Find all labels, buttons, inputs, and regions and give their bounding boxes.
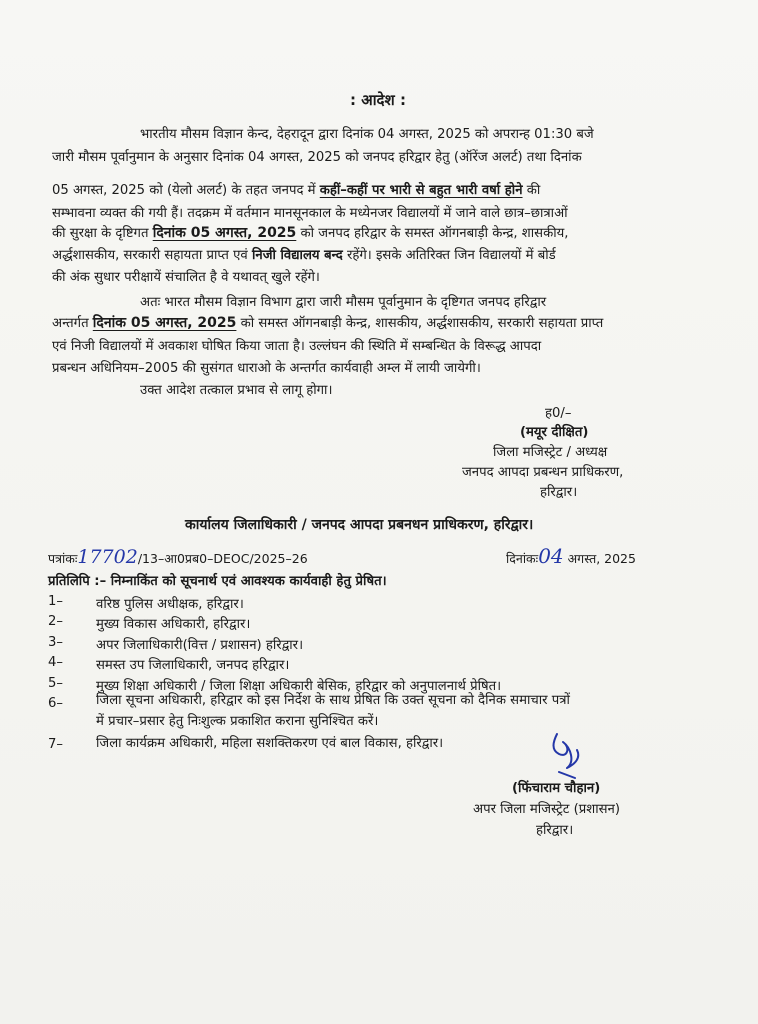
para1-line2: जारी मौसम पूर्वानुमान के अनुसार दिनांक 04 अगस्त, 2025 को जनपद हरिद्वार हेतु (ऑरेंज अलर्ट) तथा दिनांक — [52, 150, 582, 165]
para1-line7: की अंक सुधार परीक्षायें संचालित है वे यथावत् खुले रहेंगे। — [52, 270, 320, 285]
para2-line2-a: अन्तर्गत — [52, 316, 93, 331]
date-label: दिनांकः — [506, 551, 539, 566]
signatory1-designation: जिला मजिस्ट्रेट / अध्यक्ष — [493, 445, 608, 460]
para1-line6-emph: निजी विद्यालय बन्द — [251, 248, 343, 263]
page-title: : आदेश : — [350, 91, 406, 109]
para2-line1: अतः भारत मौसम विज्ञान विभाग द्वारा जारी मौसम पूर्वानुमान के दृष्टिगत जनपद हरिद्वार — [140, 295, 547, 310]
signatory1-name: (मयूर दीक्षित) — [520, 425, 589, 440]
para2-line5: उक्त आदेश तत्काल प्रभाव से लागू होगा। — [140, 383, 333, 398]
copy-heading: प्रतिलिपि :– निम्नाकिंत को सूचनार्थ एवं आवश्यक कार्यवाही हेतु प्रेषित। — [48, 574, 387, 589]
copy-item-text: समस्त उप जिलाधिकारी, जनपद हरिद्वार। — [96, 658, 290, 673]
signatory1-authority: जनपद आपदा प्रबन्धन प्राधिकरण, — [462, 465, 624, 480]
copy-item-text: अपर जिलाधिकारी(वित्त / प्रशासन) हरिद्वार। — [96, 638, 304, 653]
copy-item-number: 5– — [48, 676, 63, 691]
para1-line3-c: की — [522, 183, 541, 198]
signature-scribble — [545, 728, 587, 780]
reference-suffix: /13–आ0प्रब0–DEOC/2025–26 — [137, 551, 308, 566]
copy-item-text: मुख्य विकास अधिकारी, हरिद्वार। — [96, 617, 251, 632]
para1-line1: भारतीय मौसम विज्ञान केन्द, देहरादून द्वारा दिनांक 04 अगस्त, 2025 को अपरान्ह 01:30 बजे — [140, 127, 594, 142]
copy-item-text: जिला कार्यक्रम अधिकारी, महिला सशक्तिकरण एवं बाल विकास, हरिद्वार। — [96, 736, 444, 751]
date-rest: अगस्त, 2025 — [567, 551, 636, 566]
para1-line5-a: की सुरक्षा के दृष्टिगत — [52, 226, 153, 241]
date-handwritten-day: 04 — [538, 544, 564, 568]
office-line: कार्यालय जिलाधिकारी / जनपद आपदा प्रबनधन प्राधिकरण, हरिद्वार। — [185, 517, 534, 533]
copy-item-text: वरिष्ठ पुलिस अधीक्षक, हरिद्वार। — [96, 597, 244, 612]
para2-line2-date: दिनांक 05 अगस्त, 2025 — [92, 315, 237, 331]
para2-line2 — [52, 313, 603, 332]
copy-item-number: 4– — [48, 655, 63, 670]
copy-item-text: जिला सूचना अधिकारी, हरिद्वार को इस निर्देश के साथ प्रेषित कि उक्त सूचना को दैनिक समाचार पत्रों — [96, 693, 570, 708]
copy-item-number: 6– — [48, 696, 63, 711]
signatory1-place: हरिद्वार। — [540, 485, 578, 500]
copy-item-number: 2– — [48, 614, 63, 629]
reference-handwritten-number: 17702 — [77, 546, 138, 568]
para2-line4: प्रबन्धन अधिनियम–2005 की सुसंगत धाराओ के अन्तर्गत कार्यवाही अम्ल में लायी जायेगी। — [52, 361, 481, 376]
signatory2-name: (फिंचाराम चौहान) — [512, 781, 601, 796]
copy-item-text-continued: में प्रचार–प्रसार हेतु निःशुल्क प्रकाशित कराना सुनिश्चित करें। — [96, 714, 379, 729]
para1-line6-a: अर्द्धशासकीय, सरकारी सहायता प्राप्त एवं — [52, 248, 252, 263]
para1-line3-a: 05 अगस्त, 2025 को (येलो अलर्ट) के तहत जनपद में — [52, 183, 320, 198]
para1-line3-emph: कहीं–कहीं पर भारी से बहुत भारी वर्षा होने — [319, 183, 523, 198]
copy-item-text: मुख्य शिक्षा अधिकारी / जिला शिक्षा अधिकारी बेसिक, हरिद्वार को अनुपालनार्थ प्रेषित। — [96, 679, 502, 694]
para1-line3 — [52, 180, 540, 198]
para1-line5 — [52, 223, 568, 242]
signatory2-place: हरिद्वार। — [536, 823, 574, 838]
signatory2-designation: अपर जिला मजिस्ट्रेट (प्रशासन) — [473, 802, 621, 817]
copy-item-number: 7– — [48, 737, 63, 752]
reference-label: पत्रांकः — [48, 551, 78, 566]
para1-line5-c: को जनपद हरिद्वार के समस्त ऑगनबाड़ी केन्द्र, शासकीय, — [296, 226, 569, 241]
copy-item-number: 3– — [48, 635, 63, 650]
copy-item-number: 1– — [48, 594, 63, 609]
para2-line3: एवं निजी विद्यालयों में अवकाश घोषित किया जाता है। उल्लंघन की स्थिति में सम्बन्धित के विरूद्ध आपदा — [52, 339, 542, 354]
para1-line6 — [52, 245, 556, 263]
reference-date — [506, 544, 636, 568]
para2-line2-c: को समस्त ऑगनबाड़ी केन्द्र, शासकीय, अर्द्धशासकीय, सरकारी सहायता प्राप्त — [236, 316, 604, 331]
reference-line — [48, 546, 308, 568]
para1-line5-date: दिनांक 05 अगस्त, 2025 — [152, 225, 297, 241]
signed-mark: ह0/– — [545, 406, 572, 421]
para1-line4: सम्भावना व्यक्त की गयी हैं। तदक्रम में वर्तमान मानसूनकाल के मध्येनजर विद्यालयों में जाने वाले छात्र–छात्राओं — [52, 206, 568, 221]
para1-line6-c: रहेंगे। इसके अतिरिक्त जिन विद्यालयों में बोर्ड — [342, 248, 556, 263]
